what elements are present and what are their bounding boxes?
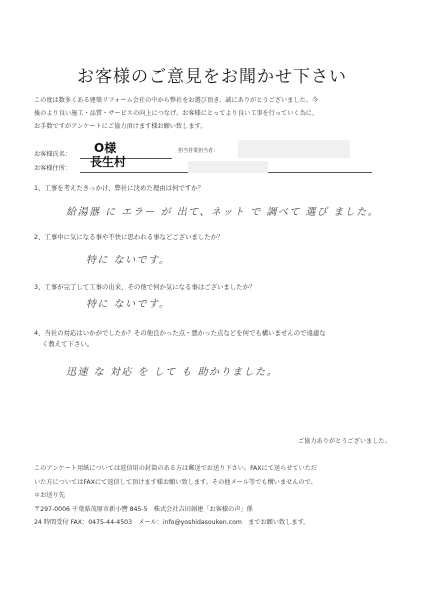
answer-2: 特に ないです。 [86,255,171,266]
intro-line: この度は数多くある建築リフォーム会社の中から弊社をお選び頂き、誠にありがとうございました。今 [34,97,319,104]
answer-3: 特に ないです。 [86,299,171,310]
question-2: 2、工事中に気になる事や不快に思われる事などございましたか？ [34,233,224,241]
footer-line: ＊お送り先 [34,492,65,499]
page-title: お客様のご意見をお聞かせ下さい [77,67,347,87]
answer-4: 迅速 な 対応 を して も 助かりました。 [66,367,279,378]
redacted-area [238,140,350,158]
intro-line: 後のより良い施工・品質・サービスの向上につなげ、お客様にとってより良い工事を行っていく為に、 [34,110,319,117]
intro-line: お手数ですがアンケートにご協力頂けます様お願い致します。 [34,123,207,130]
question-4: 4、当社の対応はいかがでしたか？その他良かった点・悪かった点などを何でも構いませんので遠慮な [34,329,326,337]
footer-line: このアンケート用紙については返信用の封筒のある方は郵送でお送り下さい。FAXにて送らせていただ [34,465,318,472]
question-1: 1、工事を考えたきっかけ、弊社に決めた理由は何ですか？ [34,184,204,192]
footer [34,462,404,530]
customer-address-value: 長生村 [90,155,127,169]
closing-text: ご協力ありがとうございました。 [298,438,391,445]
redacted-area [188,161,268,173]
question-3: 3、工事が完了して工事の出来、その他で何か気になる事はございましたか？ [34,283,256,291]
customer-name-value: O様 [94,141,117,155]
footer-line: いた方についてはFAXにて返信して頂けます様お願い致します。その他メール等でも構いませんので、 [34,478,317,486]
staff-label: 担当営業担当者： [178,148,219,154]
customer-address-label: お客様住所： [34,165,72,172]
footer-line: 〒297-0006 千葉県茂原市新小轡 845-5 株式会社吉田創建「お客様の声」係 [34,505,253,513]
question-4-cont: く教えて下さい。 [42,340,94,348]
intro-text [34,94,394,133]
answer-1: 給湯器 に エラー が 出て、ネット で 調べて 選び ました。 [66,207,380,218]
footer-line: 24 時間受付 FAX：0475-44-4503 メール：info@yoshidasouken.com までお願い致します。 [34,519,310,526]
customer-name-label: お客様氏名： [34,151,72,158]
